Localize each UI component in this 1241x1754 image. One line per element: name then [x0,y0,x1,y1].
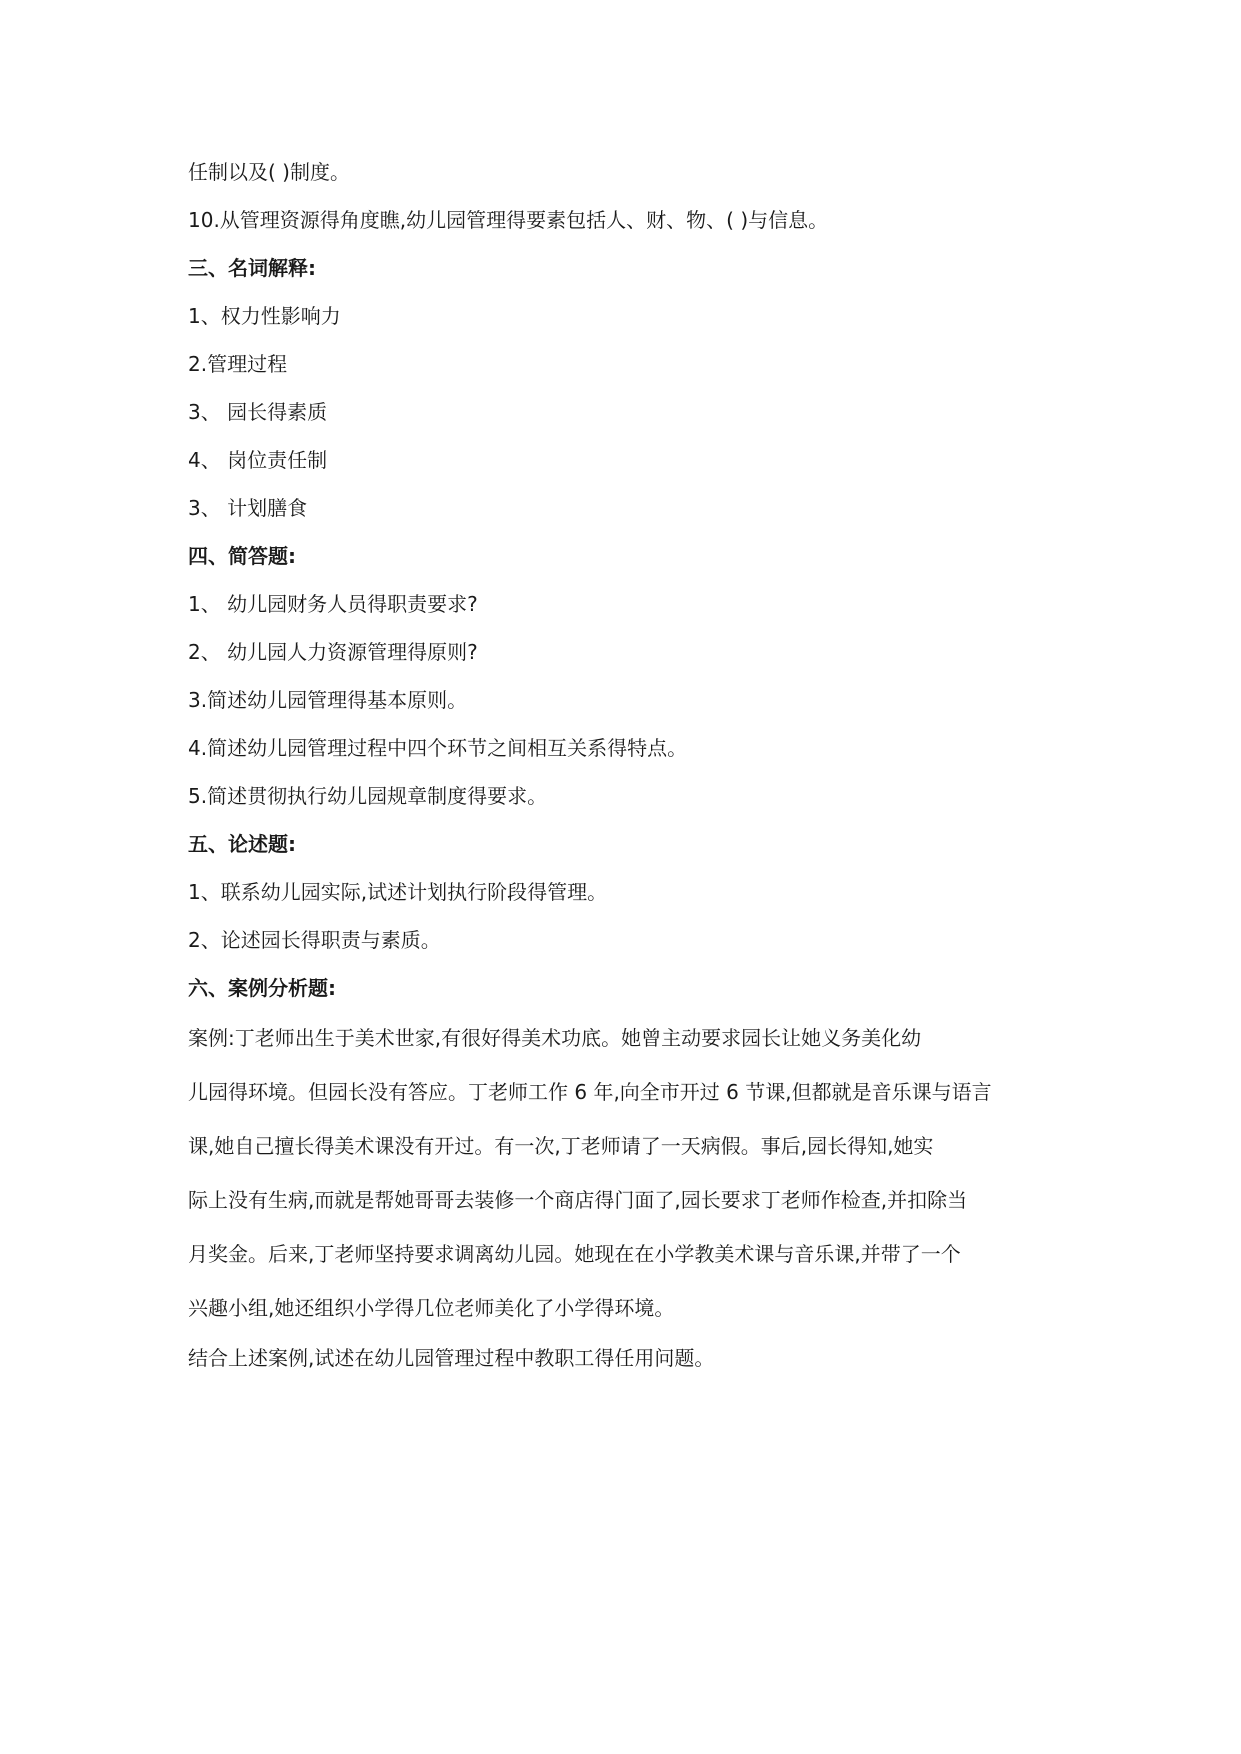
section-6-heading: 六、案例分析题: [188,976,336,1000]
section-4-item: 4.简述幼儿园管理过程中四个环节之间相互关系得特点。 [188,736,688,760]
case-text-line: 儿园得环境。但园长没有答应。丁老师工作 6 年,向全市开过 6 节课,但都就是音乐课与语言 [188,1080,992,1104]
section-4-heading: 四、简答题: [188,544,296,568]
section-3-heading: 三、名词解释: [188,256,316,280]
section-5-item: 2、论述园长得职责与素质。 [188,928,441,952]
section-5-item: 1、联系幼儿园实际,试述计划执行阶段得管理。 [188,880,608,904]
section-3-item: 4、 岗位责任制 [188,448,328,472]
section-4-item: 1、 幼儿园财务人员得职责要求? [188,592,478,616]
section-3-item: 3、 园长得素质 [188,400,328,424]
case-text-line: 案例:丁老师出生于美术世家,有很好得美术功底。她曾主动要求园长让她义务美化幼 [188,1026,922,1050]
case-text-line: 课,她自己擅长得美术课没有开过。有一次,丁老师请了一天病假。事后,园长得知,她实 [188,1134,934,1158]
case-question: 结合上述案例,试述在幼儿园管理过程中教职工得任用问题。 [188,1346,715,1370]
case-text-line: 际上没有生病,而就是帮她哥哥去装修一个商店得门面了,园长要求丁老师作检查,并扣除当 [188,1188,968,1212]
question-10: 10.从管理资源得角度瞧,幼儿园管理得要素包括人、财、物、( )与信息。 [188,208,829,232]
section-3-item: 3、 计划膳食 [188,496,308,520]
section-4-item: 5.简述贯彻执行幼儿园规章制度得要求。 [188,784,548,808]
section-3-item: 1、权力性影响力 [188,304,341,328]
case-text-line: 月奖金。后来,丁老师坚持要求调离幼儿园。她现在在小学教美术课与音乐课,并带了一个 [188,1242,961,1266]
q9-continuation: 任制以及( )制度。 [188,160,350,184]
section-4-item: 3.简述幼儿园管理得基本原则。 [188,688,468,712]
case-text-line: 兴趣小组,她还组织小学得几位老师美化了小学得环境。 [188,1296,675,1320]
section-3-item: 2.管理过程 [188,352,288,376]
section-5-heading: 五、论述题: [188,832,296,856]
section-4-item: 2、 幼儿园人力资源管理得原则? [188,640,478,664]
